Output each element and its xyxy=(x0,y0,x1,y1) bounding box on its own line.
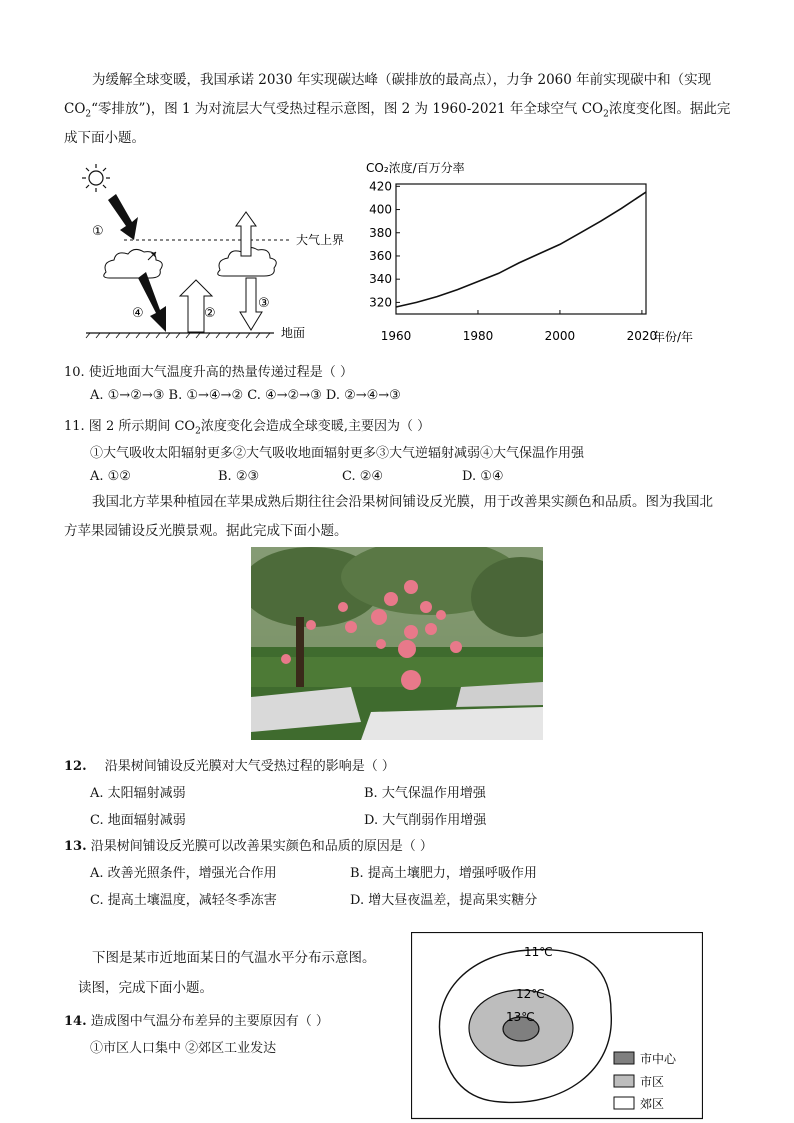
question-12-option-d[interactable] xyxy=(364,809,486,828)
ground-absorption-arrow xyxy=(138,272,166,332)
intro-line: 我国北方苹果种植园在苹果成熟后期往往会沿果树间铺设反光膜，用于改善果实颜色和品质。图为我国北 xyxy=(92,494,713,510)
question-13-stem: 沿果树间铺设反光膜可以改善果实颜色和品质的原因是（ ） xyxy=(90,839,433,854)
option-label[interactable]: B. ②③ xyxy=(218,469,260,484)
x-tick-label: 1960 xyxy=(380,329,412,343)
intro-paragraph-2 xyxy=(64,488,734,517)
option-label[interactable]: D. 大气削弱作用增强 xyxy=(364,813,487,828)
intro-paragraph-3-line2 xyxy=(78,976,213,996)
intro-paragraph-2-line2 xyxy=(64,517,734,546)
question-13-option-c[interactable] xyxy=(90,889,277,908)
question-14-items xyxy=(90,1037,276,1056)
intro-line: 为缓解全球变暖，我国承诺 2030 年实现碳达峰（碳排放的最高点），力争 2060 年前实现碳中和（实现 xyxy=(92,72,712,88)
y-tick-label: 320 xyxy=(369,295,392,310)
option-label[interactable]: A. ①② xyxy=(90,469,131,484)
question-10-stem: 10. 使近地面大气温度升高的热量传递过程是（ ） xyxy=(64,365,353,380)
sun-icon xyxy=(82,164,110,192)
subscript: 2 xyxy=(603,109,609,120)
question-14-stem: 造成图中气温分布差异的主要原因有（ ） xyxy=(90,1014,329,1029)
question-11-option-a[interactable] xyxy=(90,469,131,484)
question-12-option-a[interactable] xyxy=(90,782,186,801)
marker-1: ① xyxy=(92,224,104,239)
legend-label-center: 市中心 xyxy=(640,1052,677,1066)
question-11-option-b[interactable] xyxy=(218,469,259,484)
option-label[interactable]: A. 太阳辐射减弱 xyxy=(90,786,186,801)
question-12-option-c[interactable] xyxy=(90,809,186,828)
chart-plot-frame xyxy=(396,184,646,314)
option-label[interactable]: C. 提高土壤温度，减轻冬季冻害 xyxy=(90,893,277,908)
marker-4: ④ xyxy=(132,306,144,321)
subscript: 2 xyxy=(195,426,201,437)
question-13 xyxy=(64,835,433,854)
question-10 xyxy=(64,361,353,380)
intro-line: 方苹果园铺设反光膜景观。据此完成下面小题。 xyxy=(64,523,348,539)
question-11-stem: 浓度变化会造成全球变暖,主要因为（ ） xyxy=(200,419,431,434)
co2-series-line xyxy=(396,192,646,307)
intro-line: 读图，完成下面小题。 xyxy=(78,980,213,996)
solar-radiation-arrow xyxy=(108,194,138,240)
intro-paragraph-1 xyxy=(64,66,734,95)
question-12-stem: 沿果树间铺设反光膜对大气受热过程的影响是（ ） xyxy=(104,759,395,774)
isotherm-label-13: 13℃ xyxy=(506,1010,535,1024)
chart-ylabel: CO₂浓度/百万分率 xyxy=(366,161,465,175)
question-13-number: 13. xyxy=(64,839,87,854)
marker-2: ② xyxy=(204,306,216,321)
co2-text: CO xyxy=(64,101,86,117)
chart-ticks xyxy=(369,179,657,343)
question-12 xyxy=(64,755,395,774)
question-13-option-b[interactable] xyxy=(350,862,537,881)
intro-line: 下图是某市近地面某日的气温水平分布示意图。 xyxy=(92,950,376,966)
intro-line: 成下面小题。 xyxy=(64,130,145,146)
option-label[interactable]: D. ①④ xyxy=(462,469,504,484)
option-label[interactable]: B. 提高土壤肥力，增强呼吸作用 xyxy=(350,866,537,881)
chart-xlabel: 年份/年 xyxy=(653,330,694,344)
question-11-items-text: ①大气吸收太阳辐射更多②大气吸收地面辐射更多③大气逆辐射减弱④大气保温作用强 xyxy=(90,446,585,461)
question-11-stem: 11. 图 2 所示期间 CO xyxy=(64,419,196,434)
y-tick-label: 340 xyxy=(369,272,392,287)
option-label[interactable]: A. 改善光照条件，增强光合作用 xyxy=(90,866,277,881)
question-10-options[interactable] xyxy=(90,388,401,403)
option-label[interactable]: B. 大气保温作用增强 xyxy=(364,786,486,801)
question-12-number: 12. xyxy=(64,759,87,774)
option-label[interactable]: C. ②④ xyxy=(342,469,384,484)
question-14 xyxy=(64,1010,329,1029)
option-label[interactable]: C. 地面辐射减弱 xyxy=(90,813,186,828)
marker-3: ③ xyxy=(258,296,270,311)
question-11-option-c[interactable] xyxy=(342,469,383,484)
x-tick-label: 2000 xyxy=(544,329,576,343)
legend-swatch-suburb xyxy=(614,1097,634,1109)
apple-orchard-photo xyxy=(251,547,543,740)
question-14-number: 14. xyxy=(64,1014,87,1029)
urban-temperature-map xyxy=(411,932,703,1120)
question-12-option-b[interactable] xyxy=(364,782,486,801)
legend-label-urban: 市区 xyxy=(640,1075,665,1089)
label-ground: 地面 xyxy=(281,326,306,340)
isotherm-label-11: 11℃ xyxy=(524,945,553,959)
x-tick-label: 2020 xyxy=(626,329,658,343)
y-tick-label: 380 xyxy=(369,225,392,240)
co2-concentration-chart xyxy=(360,158,700,348)
x-tick-label: 1980 xyxy=(462,329,494,343)
question-11-items xyxy=(90,442,584,461)
intro-line: 浓度变化图。据此完 xyxy=(608,101,731,117)
y-tick-label: 400 xyxy=(369,202,392,217)
question-10-option-text[interactable]: A. ①→②→③ B. ①→④→② C. ④→②→③ D. ②→④→③ xyxy=(90,388,401,403)
legend-swatch-center xyxy=(614,1052,634,1064)
y-tick-label: 420 xyxy=(369,179,392,194)
label-atmosphere-top: 大气上界 xyxy=(296,233,345,247)
atmosphere-heating-diagram xyxy=(76,160,366,345)
question-14-items-text: ①市区人口集中 ②郊区工业发达 xyxy=(90,1041,277,1056)
question-11 xyxy=(64,415,430,437)
intro-line: “零排放”)，图 1 为对流层大气受热过程示意图，图 2 为 1960-2021 年全球空气 CO xyxy=(91,101,604,117)
subscript: 2 xyxy=(85,109,92,120)
intro-paragraph-1-line3 xyxy=(64,124,734,153)
legend-swatch-urban xyxy=(614,1075,634,1087)
isotherm-label-12: 12℃ xyxy=(516,987,545,1001)
intro-paragraph-3 xyxy=(92,946,376,966)
legend-label-suburb: 郊区 xyxy=(640,1097,665,1111)
y-tick-label: 360 xyxy=(369,248,392,263)
question-13-option-d[interactable] xyxy=(350,889,537,908)
option-label[interactable]: D. 增大昼夜温差，提高果实糖分 xyxy=(350,893,538,908)
question-11-option-d[interactable] xyxy=(462,469,504,484)
question-13-option-a[interactable] xyxy=(90,862,277,881)
ground-hatch xyxy=(86,333,270,338)
